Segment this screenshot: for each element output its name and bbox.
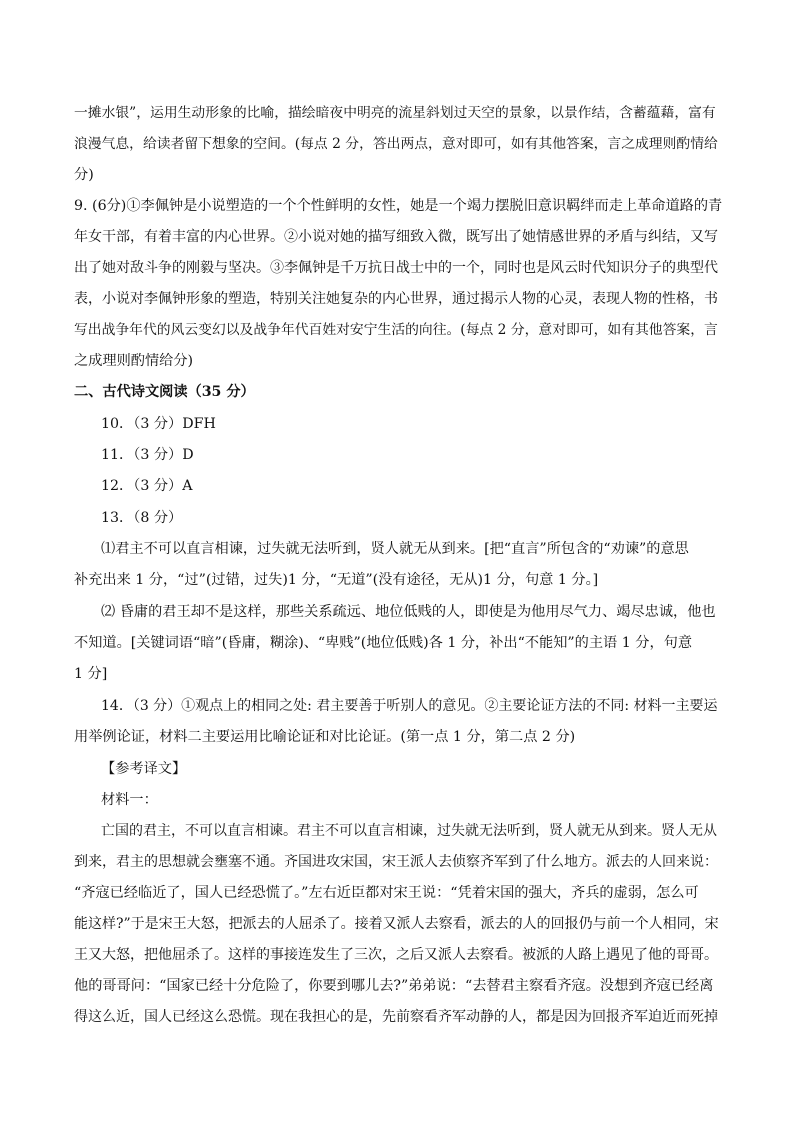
text-line: 浪漫气息，给读者留下想象的空间。(每点 2 分，答出两点，意对即可，如有其他答案，言之成理则酌情给	[74, 136, 718, 152]
answer-line: 11．（3 分）D	[101, 447, 194, 463]
text-line: 出了她对敌斗争的刚毅与坚决。③李佩钟是千万抗日战士中的一个，同时也是风云时代知识分子的典型代	[74, 260, 718, 276]
text-line: 1 分]	[74, 666, 108, 682]
text-line: 写出战争年代的风云变幻以及战争年代百姓对安宁生活的向往。(每点 2 分，意对即可，如有其他答案，言	[74, 322, 718, 338]
answer-line: 12．（3 分）A	[101, 478, 193, 494]
text-line: 14．（3 分）①观点上的相同之处: 君主要善于听别人的意见。②主要论证方法的不同: 材料一主要运	[101, 698, 718, 714]
answer-line: 13．（8 分）	[101, 510, 183, 526]
text-line: “齐寇已经临近了，国人已经恐慌了。”左右近臣都对宋王说：“凭着宋国的强大，齐兵的虚弱，怎么可	[74, 885, 699, 901]
text-line: 表，小说对李佩钟形象的塑造，特别关注她复杂的内心世界，通过揭示人物的心灵，表现人物的性格，书	[74, 291, 718, 307]
text-line: 9. (6分)①李佩钟是小说塑造的一个个性鲜明的女性，她是一个竭力摆脱旧意识羁绊而走上革命道路的青	[74, 198, 723, 214]
text-line: 不知道。[关键词语“暗”(昏庸，糊涂)、“卑贱”(地位低贱)各 1 分，补出“不能知”的主语 1 分，句意	[74, 635, 693, 651]
text-line: 到来，君主的思想就会壅塞不通。齐国进攻宋国，宋王派人去侦察齐军到了什么地方。派去的人回来说：	[74, 854, 718, 870]
text-line: 能这样?”于是宋王大怒，把派去的人屈杀了。接着又派人去察看，派去的人的回报仍与前一个人相同，宋	[74, 916, 719, 932]
text-line: 亡国的君主，不可以直言相谏。君主不可以直言相谏，过失就无法听到，贤人就无从到来。贤人无从	[101, 823, 717, 839]
answer-line: 10．（3 分）DFH	[101, 416, 216, 432]
text-line: 一摊水银”，运用生动形象的比喻，描绘暗夜中明亮的流星斜划过天空的景象，以景作结，含蓄蕴藉，富有	[74, 105, 716, 121]
text-line: 王又大怒，把他屈杀了。这样的事接连发生了三次，之后又派人去察看。被派的人路上遇见了他的哥哥。	[74, 947, 718, 963]
text-line: 他的哥哥问：“国家已经十分危险了，你要到哪儿去?”弟弟说：“去替君主察看齐寇。没想到齐寇已经离	[74, 978, 714, 994]
section-heading: 二、古代诗文阅读（35 分）	[74, 384, 255, 400]
text-line: 补充出来 1 分，“过”(过错，过失)1 分，“无道”(没有途径，无从)1 分，句意 1 分。]	[74, 572, 599, 588]
subheading: 【参考译文】	[101, 761, 187, 777]
subheading: 材料一：	[101, 792, 158, 808]
text-line: 用举例论证，材料二主要运用比喻论证和对比论证。(第一点 1 分，第二点 2 分)	[74, 729, 576, 745]
text-line: 分)	[74, 167, 94, 183]
text-line: 之成理则酌情给分)	[74, 353, 194, 369]
text-line: ⑵ 昏庸的君王却不是这样，那些关系疏远、地位低贱的人，即使是为他用尽气力、竭尽忠诚，他也	[101, 604, 716, 620]
text-line: 年女干部，有着丰富的内心世界。②小说对她的描写细致入微，既写出了她情感世界的矛盾与纠结，又写	[74, 229, 718, 245]
text-line: ⑴君主不可以直言相谏，过失就无法听到，贤人就无从到来。[把“直言”所包含的“劝谏”的意思	[101, 541, 689, 557]
text-line: 得这么近，国人已经这么恐慌。现在我担心的是，先前察看齐军动静的人，都是因为回报齐军迫近而死掉	[74, 1009, 718, 1025]
